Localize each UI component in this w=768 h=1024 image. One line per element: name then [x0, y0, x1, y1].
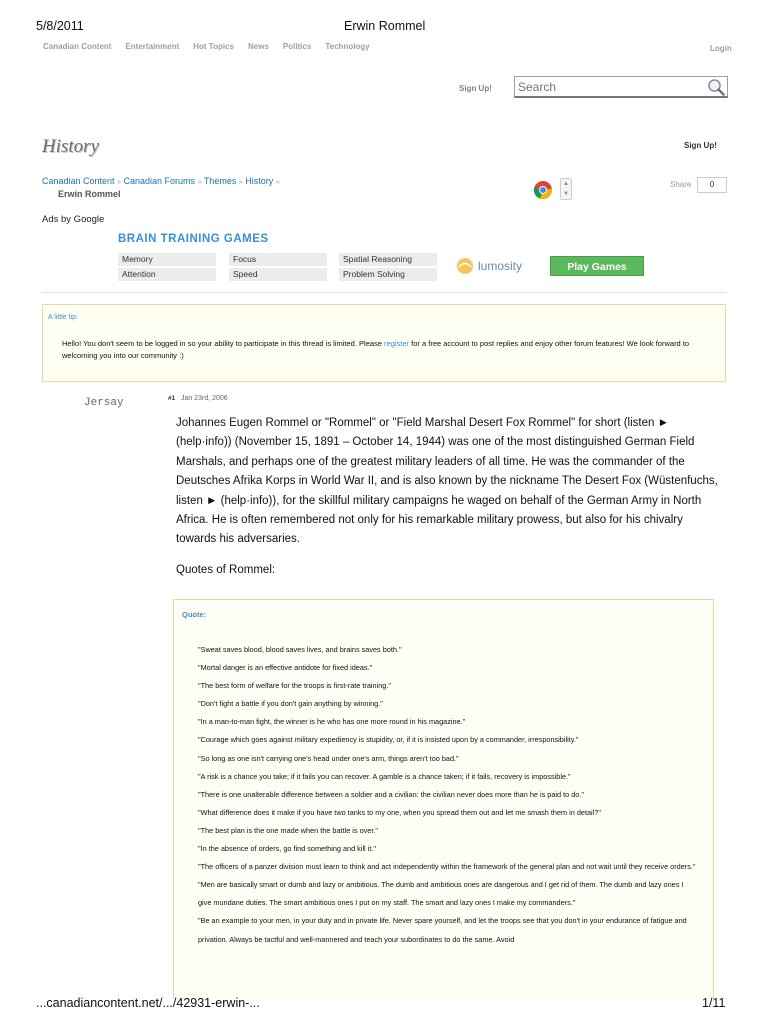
nav-hot-topics[interactable]: Hot Topics	[193, 42, 234, 51]
login-link[interactable]: Login	[710, 44, 732, 53]
quote-label: Quote:	[182, 610, 207, 619]
breadcrumb-current: Erwin Rommel	[58, 189, 121, 199]
quotes-heading: Quotes of Rommel:	[176, 564, 276, 576]
stepper-arrows-icon[interactable]: ▲ ▼	[560, 178, 572, 200]
print-title: Erwin Rommel	[344, 19, 426, 33]
chrome-icon[interactable]	[533, 180, 553, 200]
tip-label: A little tip:	[48, 314, 78, 321]
signup-link-top[interactable]: Sign Up!	[459, 84, 492, 93]
nav-technology[interactable]: Technology	[325, 42, 370, 51]
breadcrumb	[42, 176, 280, 186]
tip-text-before: Hello! You don't seem to be logged in so your ability to participate in this thread is limited. Please	[62, 339, 385, 348]
tip-text	[62, 338, 710, 362]
quote-item: "Sweat saves blood, blood saves lives, and brains saves both."	[198, 645, 402, 654]
quote-item: "Mortal danger is an effective antidote for fixed ideas."	[198, 663, 373, 673]
quote-item: "Courage which goes against military expediency is stupidity, or, if it is insisted upon by a commander, irresponsibility."	[198, 735, 579, 745]
top-nav	[43, 42, 370, 51]
quote-item: "So long as one isn't carrying one's head under one's arm, things aren't too bad."	[198, 753, 459, 763]
quote-item: "A risk is a chance you take; if it fails you can recover. A gamble is a chance taken; if it fails, recovery is impossible."	[198, 771, 571, 781]
ad-brand[interactable]: lumosity	[478, 259, 523, 273]
breadcrumb-separator: »	[197, 179, 202, 186]
ad-banner[interactable]	[118, 231, 654, 285]
quote-item: "In the absence of orders, go find something and kill it."	[198, 844, 376, 854]
quote-item: "The best plan is the one made when the battle is over."	[198, 825, 379, 835]
nav-politics[interactable]: Politics	[282, 42, 312, 51]
quote-item: "In a man-to-man fight, the winner is he who has one more round in his magazine."	[198, 717, 466, 727]
search-input[interactable]	[518, 78, 698, 96]
quote-list	[198, 641, 698, 949]
share-label: Share	[670, 180, 692, 189]
section-title: History	[42, 136, 99, 157]
quote-item: "Men are basically smart or dumb and lazy or ambitious. The dumb and ambitious ones are dangerous and I get rid of them. The dumb and lazy ones I give mundane duties. The smart ambitious ones I put on my staff. The smart and lazy ones I make my commanders."	[198, 880, 684, 908]
tip-text-after: for a free account to post replies and enjoy other forum features! We look forward to welcoming you into our community :)	[62, 339, 690, 360]
breadcrumb-separator: »	[117, 179, 121, 186]
tip-box	[42, 304, 726, 382]
ad-cell-memory[interactable]: Memory	[118, 253, 216, 266]
signup-link-right[interactable]: Sign Up!	[684, 141, 717, 150]
magnifier-icon[interactable]	[707, 78, 725, 96]
ad-cell-problem-solving[interactable]: Problem Solving	[339, 268, 437, 281]
quote-item: "There is one unalterable difference between a soldier and a civilian: the civilian never does more than he is paid to do."	[198, 789, 584, 799]
nav-canadian-content[interactable]: Canadian Content	[43, 42, 112, 51]
quote-item: "The officers of a panzer division must learn to think and act independently within the framework of the general plan and not wait until they receive orders."	[198, 862, 696, 872]
ad-title[interactable]: BRAIN TRAINING GAMES	[118, 233, 269, 245]
nav-news[interactable]: News	[248, 42, 269, 51]
play-games-button[interactable]: Play Games	[550, 256, 644, 276]
ad-cell-attention[interactable]: Attention	[118, 268, 216, 281]
quote-box	[173, 599, 714, 999]
breadcrumb-themes[interactable]: Themes	[203, 176, 237, 186]
share-count[interactable]: 0	[697, 177, 727, 193]
quote-item: "The best form of welfare for the troops is first-rate training."	[198, 681, 391, 691]
print-date: 5/8/2011	[36, 19, 84, 33]
divider	[42, 292, 726, 293]
post-author[interactable]: Jersay	[84, 397, 124, 409]
ad-cell-speed[interactable]: Speed	[229, 268, 327, 281]
ad-cell-spatial[interactable]: Spatial Reasoning	[339, 253, 437, 266]
lumosity-logo-icon	[456, 257, 474, 275]
breadcrumb-canadian-forums[interactable]: Canadian Forums	[123, 176, 196, 186]
post-body: Johannes Eugen Rommel or "Rommel" or "Field Marshal Desert Fox Rommel" for short (listen ► (help·info)) (November 15, 1891 – October 14, 1944) was one of the most distinguished German Field Marshals, and perhaps one of the greatest military leaders of all time. He was the commander of the Deutsches Afrika Korps in World War II, and is also known by the nickname The Desert Fox (Wüstenfuchs, listen ► (help·info)), for the skillful military campaigns he waged on behalf of the German Army in North Africa. He is often remembered not only for his remarkable military prowess, but also for his chivalry towards his adversaries.	[176, 417, 718, 546]
post-date: Jan 23rd, 2006	[181, 395, 228, 402]
ad-cell-focus[interactable]: Focus	[229, 253, 327, 266]
quote-item: "Be an example to your men, in your duty and in private life. Never spare yourself, and let the troops see that you don't in your endurance of fatigue and privation. Always be tactful and well-mannered and teach your subordinates to do the same. Avoid	[198, 916, 687, 944]
breadcrumb-canadian-content[interactable]: Canadian Content	[42, 176, 115, 186]
nav-entertainment[interactable]: Entertainment	[125, 42, 180, 51]
print-url: ...canadiancontent.net/.../42931-erwin-...	[36, 996, 260, 1010]
breadcrumb-history[interactable]: History	[245, 176, 274, 186]
register-link[interactable]: register	[384, 339, 410, 348]
ads-label[interactable]: Ads by Google	[42, 214, 105, 225]
quote-item: "Don't fight a battle if you don't gain anything by winning."	[198, 699, 383, 709]
print-page-number: 1/11	[702, 996, 726, 1010]
search-box	[514, 76, 728, 98]
breadcrumb-separator: »	[275, 179, 280, 186]
quote-item: "What difference does it make if you have two tanks to my one, when you spread them out and let me smash them in detail?"	[198, 807, 601, 817]
post-number[interactable]: #1	[168, 395, 176, 402]
breadcrumb-separator: »	[238, 179, 243, 186]
